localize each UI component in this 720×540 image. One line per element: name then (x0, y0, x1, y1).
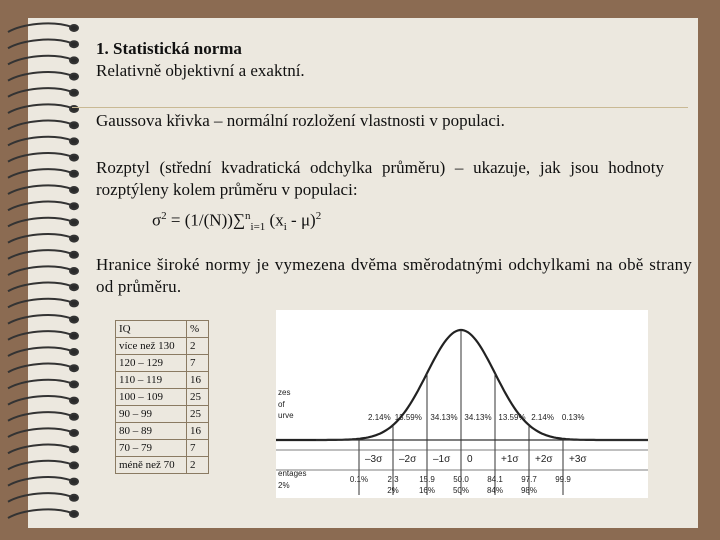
bell-curve-svg (276, 310, 648, 498)
spiral-ring (8, 396, 72, 405)
spiral-ring (8, 428, 72, 437)
spiral-hole (70, 495, 78, 501)
slide-subtitle: Relativně objektivní a exaktní. (96, 61, 305, 80)
iq-pct: 2 (187, 457, 209, 474)
sigma-label: –2σ (399, 454, 417, 465)
spiral-hole (70, 268, 78, 274)
variance-text: Rozptyl (střední kvadratická odchylka průměru) – ukazuje, jak jsou hodnoty rozptýleny kolem průměru v populaci: (96, 158, 664, 199)
area-percent-label: 34.13% (430, 413, 458, 422)
spiral-hole (70, 479, 78, 485)
left-label: zes (278, 388, 291, 397)
formula-x-sub: i (283, 221, 287, 234)
rounded-percent-label: 84% (486, 486, 504, 495)
spiral-hole (70, 317, 78, 323)
spiral-ring (8, 299, 72, 308)
rounded-percent-label: 98% (520, 486, 538, 495)
spiral-binding (2, 18, 80, 528)
spiral-hole (70, 236, 78, 242)
spiral-hole (70, 446, 78, 452)
spiral-hole (70, 122, 78, 128)
left-label: entages (278, 469, 307, 478)
spiral-hole (70, 171, 78, 177)
table-row (116, 457, 209, 474)
left-label: urve (278, 411, 294, 420)
spiral-ring (8, 137, 72, 146)
spiral-hole (70, 57, 78, 63)
spiral-hole (70, 414, 78, 420)
cumulative-percent-label: 2.3 (387, 475, 399, 484)
formula-sum-sup: n (245, 210, 251, 222)
cumulative-percent-label: 84.1 (487, 475, 503, 484)
iq-range: 100 – 109 (116, 389, 187, 406)
spiral-ring (8, 509, 72, 518)
spiral-ring (8, 283, 72, 292)
iq-range: 120 – 129 (116, 355, 187, 372)
spiral-hole (70, 430, 78, 436)
spiral-hole (70, 203, 78, 209)
spiral-ring (8, 56, 72, 65)
sigma-label: +1σ (501, 454, 519, 465)
variance-formula (152, 205, 321, 238)
spiral-hole (70, 138, 78, 144)
spiral-ring (8, 23, 72, 32)
spiral-ring (8, 169, 72, 178)
spiral-ring (8, 72, 72, 81)
spiral-hole (70, 74, 78, 80)
table-row (116, 406, 209, 423)
spiral-ring (8, 153, 72, 162)
iq-pct: 25 (187, 406, 209, 423)
formula-tail: - μ) (286, 210, 316, 230)
spiral-hole (70, 219, 78, 225)
spiral-hole (70, 333, 78, 339)
table-row (116, 389, 209, 406)
left-label: 2% (278, 481, 290, 490)
bell-curve-figure (276, 310, 648, 498)
spiral-ring (8, 477, 72, 486)
bell-curve-line (276, 330, 648, 440)
spiral-ring (8, 121, 72, 130)
table-row (116, 338, 209, 355)
formula-lhs: σ (152, 210, 162, 230)
iq-range: 80 – 89 (116, 423, 187, 440)
cumulative-percent-label: 50.0 (453, 475, 469, 484)
rounded-percent-label: 2% (387, 486, 399, 495)
iq-range: více než 130 (116, 338, 187, 355)
cumulative-percent-label: 0.1% (349, 475, 369, 484)
area-percent-label: 2.14% (368, 413, 391, 422)
area-percent-label: 34.13% (464, 413, 492, 422)
spiral-ring (8, 364, 72, 373)
spiral-ring (8, 493, 72, 502)
spiral-ring (8, 412, 72, 421)
header-pct: % (187, 321, 209, 338)
spiral-ring (8, 347, 72, 356)
spiral-hole (70, 187, 78, 193)
table-row (116, 372, 209, 389)
rounded-percent-label: 50% (452, 486, 470, 495)
spiral-ring (8, 202, 72, 211)
area-percent-label: 13.59% (394, 413, 422, 422)
table-row (116, 423, 209, 440)
spiral-hole (70, 398, 78, 404)
spiral-hole (70, 90, 78, 96)
sigma-label: 0 (467, 454, 473, 465)
spiral-hole (70, 25, 78, 31)
spiral-ring (8, 445, 72, 454)
iq-pct: 16 (187, 423, 209, 440)
left-label: of (278, 400, 285, 409)
spiral-ring (8, 461, 72, 470)
table-row (116, 440, 209, 457)
sigma-label: –1σ (433, 454, 451, 465)
spiral-hole (70, 252, 78, 258)
iq-pct: 16 (187, 372, 209, 389)
sigma-label: +2σ (535, 454, 553, 465)
iq-pct: 7 (187, 440, 209, 457)
spiral-hole (70, 462, 78, 468)
spiral-hole (70, 381, 78, 387)
slide-title: 1. Statistická norma (96, 39, 242, 58)
spiral-hole (70, 155, 78, 161)
spiral-ring (8, 315, 72, 324)
iq-range: 90 – 99 (116, 406, 187, 423)
iq-range: 70 – 79 (116, 440, 187, 457)
iq-range: méně než 70 (116, 457, 187, 474)
spiral-ring (8, 185, 72, 194)
cumulative-percent-label: 15.9 (419, 475, 435, 484)
iq-range: 110 – 119 (116, 372, 187, 389)
cumulative-percent-label: 97.7 (521, 475, 537, 484)
spiral-hole (70, 349, 78, 355)
iq-table (115, 320, 209, 474)
spiral-ring (8, 104, 72, 113)
formula-tail-sup: 2 (315, 210, 322, 222)
spiral-ring (8, 218, 72, 227)
spiral-ring (8, 88, 72, 97)
formula-lhs-sup: 2 (161, 210, 167, 222)
sigma-label: +3σ (569, 454, 587, 465)
spiral-ring (8, 250, 72, 259)
spiral-ring (8, 380, 72, 389)
cumulative-percent-label: 99.9 (555, 475, 571, 484)
spiral-hole (70, 41, 78, 47)
spiral-hole (70, 284, 78, 290)
formula-mid: (x (265, 210, 284, 230)
formula-sum-sub: i=1 (250, 221, 266, 234)
table-row (116, 355, 209, 372)
gauss-text: Gaussova křivka – normální rozložení vlastnosti v populaci. (96, 111, 505, 130)
spiral-ring (8, 266, 72, 275)
norm-boundary-text: Hranice široké normy je vymezena dvěma směrodatnými odchylkami na obě strany od průměru. (96, 255, 692, 296)
iq-pct: 25 (187, 389, 209, 406)
area-percent-label: 2.14% (531, 413, 554, 422)
area-percent-label: 0.13% (561, 413, 585, 422)
spiral-hole (70, 511, 78, 517)
table-header-row (116, 321, 209, 338)
formula-eq: = (1/(N))∑ (166, 210, 246, 230)
header-iq: IQ (116, 321, 187, 338)
spiral-hole (70, 365, 78, 371)
iq-pct: 2 (187, 338, 209, 355)
spiral-hole (70, 300, 78, 306)
area-percent-label: 13.59% (498, 413, 526, 422)
spiral-ring (8, 234, 72, 243)
iq-pct: 7 (187, 355, 209, 372)
rounded-percent-label: 16% (418, 486, 436, 495)
sigma-label: –3σ (365, 454, 383, 465)
spiral-ring (8, 40, 72, 49)
divider-line (72, 107, 688, 108)
spiral-ring (8, 331, 72, 340)
